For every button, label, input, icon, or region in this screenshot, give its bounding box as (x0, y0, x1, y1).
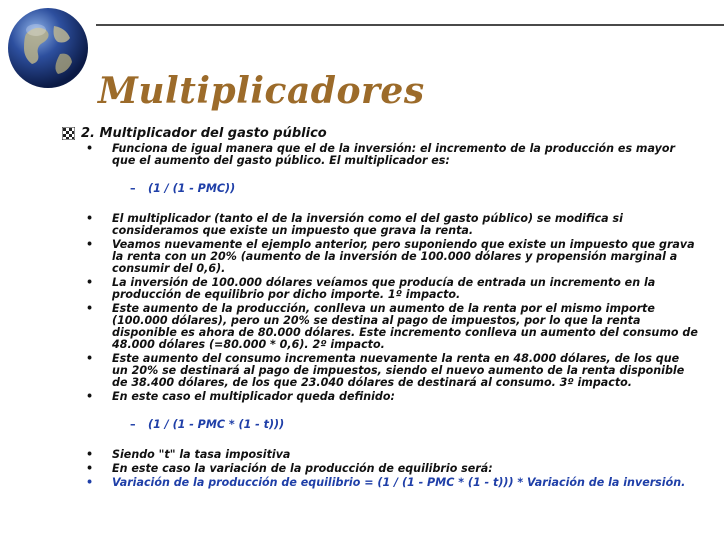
globe-icon (4, 4, 92, 92)
list-item-final: • Variación de la producción de equilibrio = (1 / (1 - PMC * (1 - t))) * Variación de la inversión. (86, 476, 686, 489)
list-item-text: Veamos nuevamente el ejemplo anterior, pero suponiendo que existe un impuesto que grava la renta con un 20% (aumento de la inversión de 100.000 dólares y propensión marginal a consumir del 0,6). (112, 238, 695, 275)
final-formula-text: Variación de la producción de equilibrio = (1 / (1 - PMC * (1 - t))) * Variación de la inversión. (112, 476, 686, 489)
list-item-text: La inversión de 100.000 dólares veíamos que producía de entrada un incremento en la producción de equilibrio por dicho importe. 1º impacto. (112, 276, 656, 301)
formula-line (86, 183, 698, 195)
list-item: • Siendo "t" la tasa impositiva (86, 448, 291, 461)
formula-text: (1 / (1 - PMC)) (148, 182, 236, 195)
list-item: • Este aumento de la producción, conlleva un aumento de la renta por el mismo importe (100.000 dólares), pero un 20% se destina al pago de impuestos, por lo que la renta disponible es ahora de 80.000 dólares. Este incremento conlleva un aumento del consumo de 48.000 dólares (=80.000 * 0,6). 2º impacto. (86, 302, 698, 351)
list-item-text: Este aumento de la producción, conlleva un aumento de la renta por el mismo importe (100.000 dólares), pero un 20% se destina al pago de impuestos, por lo que la renta disponible es ahora de 80.000 dólares. Este incremento conlleva un aumento del consumo de 48.000 dólares (=80.000 * 0,6). 2º impacto. (112, 302, 698, 351)
list-item-text: Funciona de igual manera que el de la inversión: el incremento de la producción es mayor que el aumento del gasto público. El multiplicador es: (112, 142, 675, 167)
list-item-text: Este aumento del consumo incrementa nuevamente la renta en 48.000 dólares, de los que un 20% se destinará al pago de impuestos, siendo el nuevo aumento de la renta disponible de 38.400 dólares, de los que 23.040 dólares de destinará al consumo. 3º impacto. (112, 352, 685, 389)
list-item-text: El multiplicador (tanto el de la inversión como el del gasto público) se modifica si consideramos que existe un impuesto que grava la renta. (112, 212, 623, 237)
section-label: 2. Multiplicador del gasto público (81, 126, 327, 141)
list-item: • Veamos nuevamente el ejemplo anterior, pero suponiendo que existe un impuesto que grava la renta con un 20% (aumento de la inversión de 100.000 dólares y propensión marginal a consumir del 0,6). (86, 238, 695, 275)
dash-marker: – (130, 418, 136, 431)
slide-content (86, 143, 698, 491)
list-item: • Este aumento del consumo incrementa nuevamente la renta en 48.000 dólares, de los que un 20% se destinará al pago de impuestos, siendo el nuevo aumento de la renta disponible de 38.400 dólares, de los que 23.040 dólares de destinará al consumo. 3º impacto. (86, 352, 685, 389)
list-item-text: En este caso el multiplicador queda definido: (112, 390, 395, 403)
list-item: • La inversión de 100.000 dólares veíamos que producía de entrada un incremento en la producción de equilibrio por dicho importe. 1º impacto. (86, 276, 656, 301)
header-rule (96, 24, 724, 26)
list-item (86, 143, 698, 167)
list-item-text: Siendo "t" la tasa impositiva (112, 448, 291, 461)
list-item: • El multiplicador (tanto el de la inversión como el del gasto público) se modifica si consideramos que existe un impuesto que grava la renta. (86, 212, 623, 237)
formula-text: (1 / (1 - PMC * (1 - t))) (148, 418, 285, 431)
list-item: • En este caso la variación de la producción de equilibrio será: (86, 462, 493, 475)
list-item-text: En este caso la variación de la producción de equilibrio será: (112, 462, 493, 475)
slide-title: Multiplicadores (98, 70, 425, 112)
bullet-dot: • (86, 142, 94, 155)
list-item: • En este caso el multiplicador queda definido: (86, 390, 395, 403)
section-heading (62, 126, 327, 141)
dash-marker: – (130, 182, 136, 195)
checker-bullet-icon (62, 127, 75, 140)
formula-line (86, 419, 698, 431)
